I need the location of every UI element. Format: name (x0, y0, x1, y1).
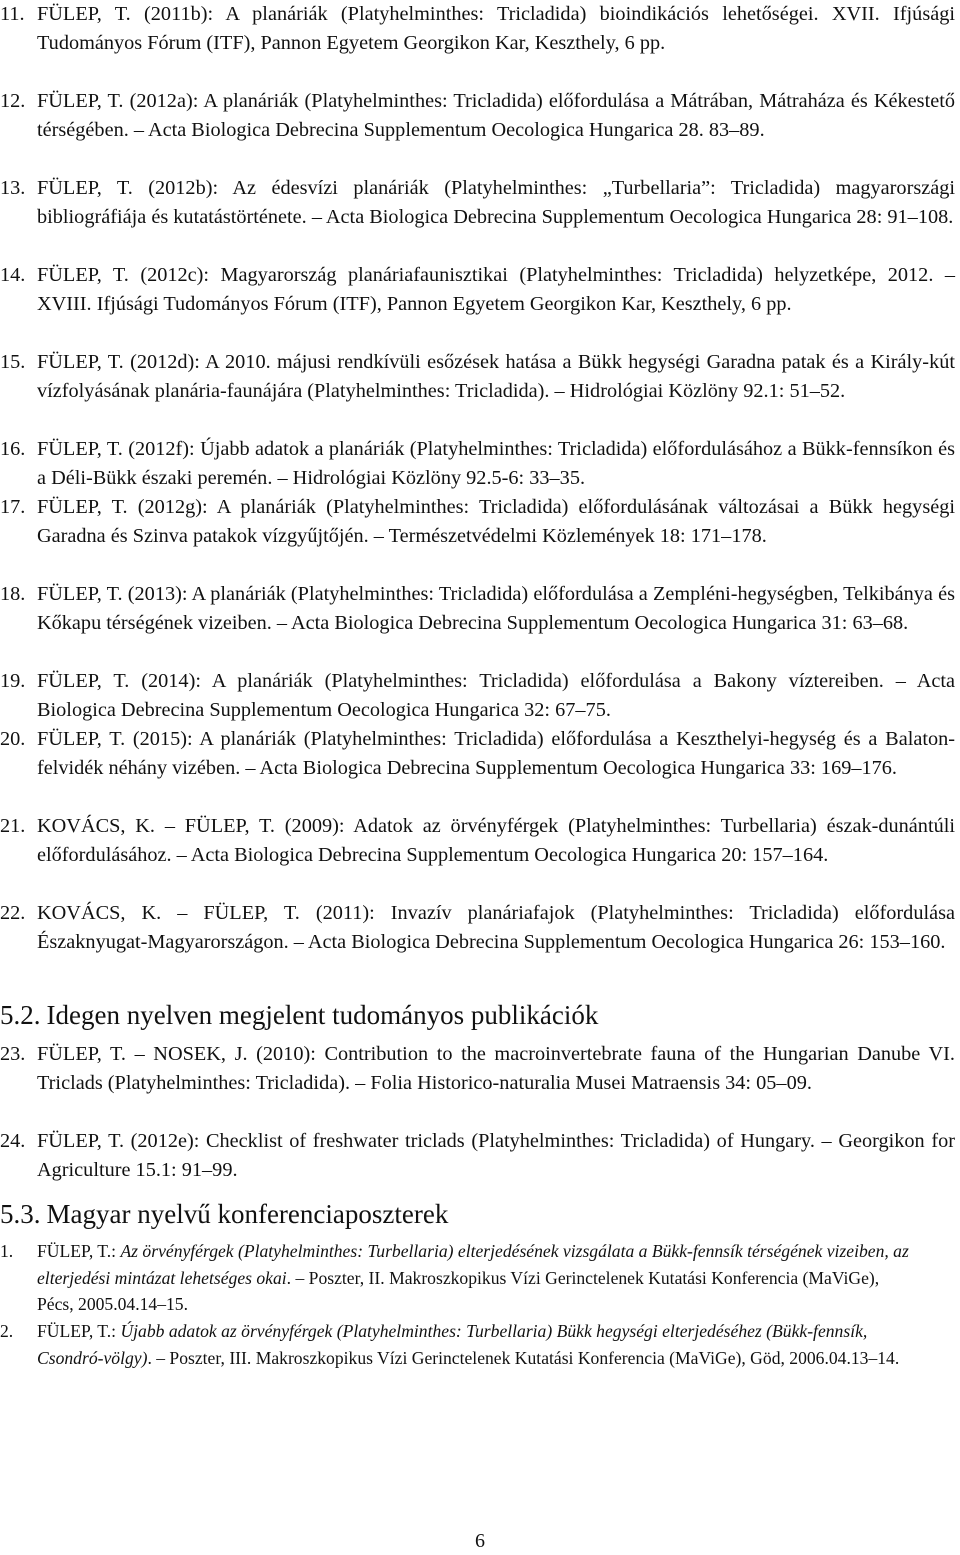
reference-item (0, 1040, 955, 1098)
reference-item (0, 261, 955, 319)
reference-authors: FÜLEP, T. (37, 583, 123, 605)
section-number: 5.2. (0, 1000, 41, 1030)
reference-text: (2013): A planáriák (Platyhelminthes: Tricladida) előfordulása a Zempléni-hegységben, Telkibánya és Kőkapu térségének vizeiben. – Acta Biologica Debrecina Supplementum Oecologica Hungarica 31: 63–68. (37, 583, 955, 634)
poster-number: 1. (0, 1241, 14, 1261)
reference-authors: FÜLEP, T. (37, 728, 126, 750)
reference-text: (2012g): A planáriák (Platyhelminthes: Tricladida) előfordulásának változásai a Bükk hegységi Garadna és Szinva patakok vízgyűjtőjén. – Természetvédelmi Közlemények 18: 171–178. (37, 496, 955, 547)
reference-item (0, 0, 955, 58)
poster-item (0, 1318, 920, 1371)
reference-text: (2015): A planáriák (Platyhelminthes: Tricladida) előfordulása a Keszthelyi-hegység és a Balaton-felvidék néhány vizében. – Acta Biologica Debrecina Supplementum Oecologica Hungarica 33: 169–176. (37, 728, 955, 779)
reference-number: 14. (0, 264, 26, 286)
reference-number: 24. (0, 1130, 26, 1152)
section-heading (0, 1197, 448, 1231)
reference-authors: FÜLEP, T. (37, 264, 129, 286)
reference-authors: FÜLEP, T. (37, 177, 133, 199)
reference-item (0, 725, 955, 783)
reference-authors: FÜLEP, T. – NOSEK, J. (37, 1043, 248, 1065)
poster-authors: FÜLEP, T.: (37, 1321, 121, 1341)
reference-authors: FÜLEP, T. (37, 3, 131, 25)
reference-item (0, 435, 955, 493)
poster-title: Újabb adatok az örvényférgek (Platyhelminthes: Turbellaria) Bükk hegységi elterjedéséhez (Bükk-fennsík, Csondró-völgy) (37, 1321, 868, 1368)
reference-number: 21. (0, 815, 26, 837)
reference-number: 20. (0, 728, 26, 750)
poster-title: Az örvényférgek (Platyhelminthes: Turbellaria) elterjedésének vizsgálata a Bükk-fennsík térségének vizeiben, az elterjedési mintázat lehetséges okai (37, 1241, 909, 1288)
reference-text: (2012a): A planáriák (Platyhelminthes: Tricladida) előfordulása a Mátrában, Mátraháza és Kékestető térségében. – Acta Biologica Debrecina Supplementum Oecologica Hungarica 28. 83–89. (37, 90, 955, 141)
reference-text: (2010): Contribution to the macroinvertebrate fauna of the Hungarian Danube VI. Triclads (Platyhelminthes: Tricladida). – Folia Historico-naturalia Musei Matraensis 34: 05–09. (37, 1043, 955, 1094)
reference-number: 12. (0, 90, 26, 112)
poster-authors: FÜLEP, T.: (37, 1241, 121, 1261)
poster-text: . – Poszter, II. Makroszkopikus Vízi Gerinctelenek Kutatási Konferencia (MaViGe), Pécs, 2005.04.14–15. (37, 1267, 880, 1314)
reference-number: 13. (0, 177, 26, 199)
poster-item (0, 1238, 920, 1318)
reference-number: 15. (0, 351, 26, 373)
reference-item (0, 348, 955, 406)
section-number: 5.3. (0, 1199, 41, 1229)
section-heading (0, 998, 598, 1032)
reference-item (0, 87, 955, 145)
reference-text: (2012b): Az édesvízi planáriák (Platyhelminthes: „Turbellaria”: Tricladida) magyarországi bibliográfiája és kutatástörténete. – Acta Biologica Debrecina Supplementum Oecologica Hungarica 28: 91–108. (37, 177, 955, 228)
reference-number: 17. (0, 496, 26, 518)
poster-number: 2. (0, 1321, 14, 1341)
reference-text: (2011): Invazív planáriafajok (Platyhelminthes: Tricladida) előfordulása Északnyugat-Magyarországon. – Acta Biologica Debrecina Supplementum Oecologica Hungarica 26: 153–160. (37, 902, 955, 953)
reference-number: 16. (0, 438, 26, 460)
reference-number: 22. (0, 902, 26, 924)
section-title: Magyar nyelvű konferenciaposzterek (46, 1199, 449, 1229)
reference-item (0, 667, 955, 725)
reference-authors: KOVÁCS, K. – FÜLEP, T. (37, 902, 300, 924)
reference-item (0, 493, 955, 551)
reference-authors: FÜLEP, T. (37, 670, 130, 692)
reference-text: (2011b): A planáriák (Platyhelminthes: Tricladida) bioindikációs lehetőségei. XVII. Ifjúsági Tudományos Fórum (ITF), Pannon Egyetem Georgikon Kar, Keszthely, 6 pp. (37, 3, 955, 54)
reference-item (0, 580, 955, 638)
reference-text: (2014): A planáriák (Platyhelminthes: Tricladida) előfordulása a Bakony víztereiben. – Acta Biologica Debrecina Supplementum Oecologica Hungarica 32: 67–75. (37, 670, 955, 721)
reference-text: (2012e): Checklist of freshwater triclads (Platyhelminthes: Tricladida) of Hungary. – Georgikon for Agriculture 15.1: 91–99. (37, 1130, 955, 1181)
reference-number: 18. (0, 583, 26, 605)
section-title: Idegen nyelven megjelent tudományos publikációk (46, 1000, 599, 1030)
reference-authors: FÜLEP, T. (37, 438, 123, 460)
reference-text: (2012d): A 2010. májusi rendkívüli esőzések hatása a Bükk hegységi Garadna patak és a Király-kút vízfolyásának planária-faunájára (Platyhelminthes: Tricladida). – Hidrológiai Közlöny 92.1: 51–52. (37, 351, 955, 402)
reference-item (0, 899, 955, 957)
reference-number: 11. (0, 3, 25, 25)
reference-authors: KOVÁCS, K. – FÜLEP, T. (37, 815, 275, 837)
reference-authors: FÜLEP, T. (37, 351, 124, 373)
reference-item (0, 174, 955, 232)
reference-text: (2009): Adatok az örvényférgek (Platyhelminthes: Turbellaria) észak-dunántúli előfordulásához. – Acta Biologica Debrecina Supplementum Oecologica Hungarica 20: 157–164. (37, 815, 955, 866)
page-number: 6 (475, 1530, 485, 1552)
reference-authors: FÜLEP, T. (37, 90, 124, 112)
reference-item (0, 1127, 955, 1185)
poster-text: . – Poszter, III. Makroszkopikus Vízi Gerinctelenek Kutatási Konferencia (MaViGe), Göd, 2006.04.13–14. (147, 1347, 900, 1368)
reference-authors: FÜLEP, T. (37, 496, 128, 518)
reference-text: (2012c): Magyarország planáriafaunisztikai (Platyhelminthes: Tricladida) helyzetképe, 2012. – XVIII. Ifjúsági Tudományos Fórum (ITF), Pannon Egyetem Georgikon Kar, Keszthely, 6 pp. (37, 264, 955, 315)
reference-text: (2012f): Újabb adatok a planáriák (Platyhelminthes: Tricladida) előfordulásához a Bükk-fennsíkon és a Déli-Bükk északi peremén. – Hidrológiai Közlöny 92.5-6: 33–35. (37, 438, 955, 489)
reference-item (0, 812, 955, 870)
reference-number: 19. (0, 670, 26, 692)
reference-number: 23. (0, 1043, 26, 1065)
reference-authors: FÜLEP, T. (37, 1130, 125, 1152)
